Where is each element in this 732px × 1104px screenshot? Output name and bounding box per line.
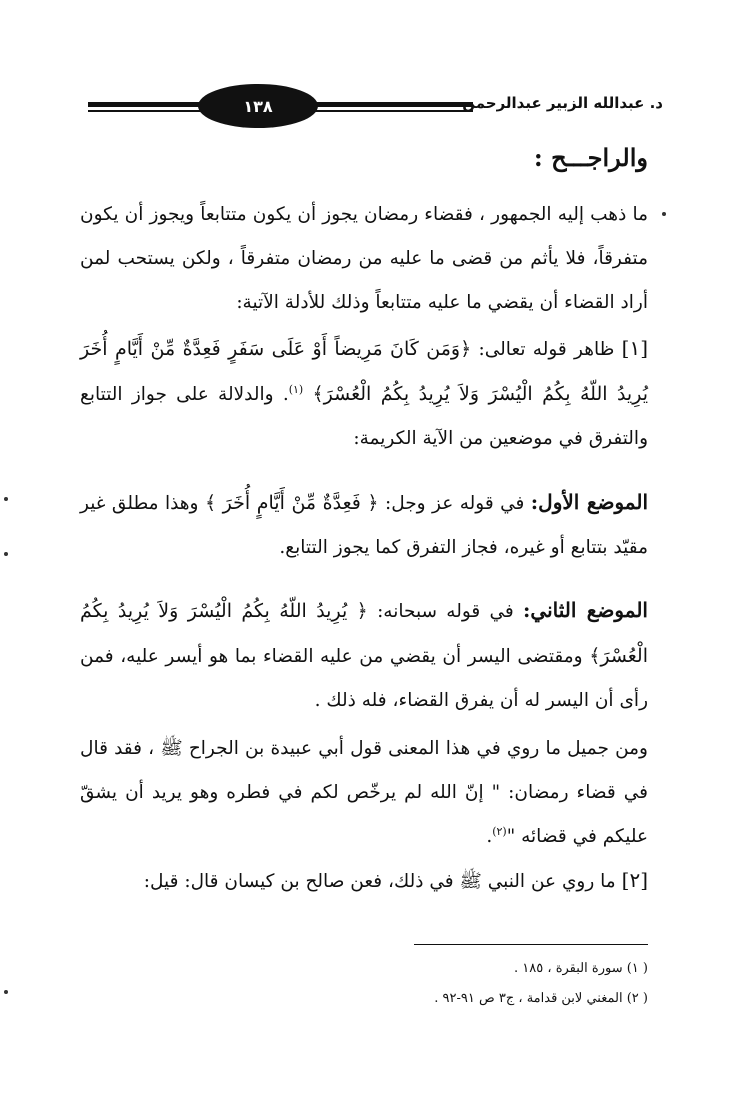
scan-speck [4,552,8,556]
scan-speck [662,212,666,216]
body-block-6 [80,858,648,904]
quran-verse-1: ﴿وَمَن كَانَ مَرِيضاً أَوْ عَلَى سَفَرٍ فَعِدَّةٌ مِّنْ أَيَّامٍ أُخَرَ يُرِيدُ اللّهُ بِكُمُ الْيُسْرَ وَلاَ يُرِيدُ بِكُمُ الْعُسْرَ﴾ [80,338,648,405]
evidence-number-2: [٢] [621,868,648,892]
body-block-5 [80,727,648,859]
paragraph-1 [80,193,648,325]
evidence-number-1: [١] [621,336,648,360]
page-header [88,84,663,128]
paragraph-2-lead: ظاهر قوله تعالى: [478,339,615,360]
footnote-1: ( ١) سورة البقرة ، ١٨٥ . [514,961,648,976]
paragraph-4-rest: ومقتضى اليسر أن يقضي من عليه القضاء بما هو أيسر عليه، فمن رأى أن اليسر له أن يفرق القضاء، فله ذلك . [80,646,648,711]
paragraph-4-lead: في قوله سبحانه: [377,601,514,622]
author-name: د. عبدالله الزبير عبدالرحمن [462,94,663,112]
paragraph-5-text: ومن جميل ما روي في هذا المعنى قول أبي عبيدة بن الجراح ﷺ ، فقد قال في قضاء رمضان: " إنّ الله لم يرخّص لكم في فطره وهو يريد أن يشقّ عليكم في قضائه " [80,738,648,847]
page-number-badge [198,84,318,128]
first-position-label: الموضع الأول: [530,490,649,514]
paragraph-2-rest: . والدلالة على جواز التتابع والتفرق في موضعين من الآية الكريمة: [80,384,648,449]
scan-speck [4,497,8,501]
body-block-1 [80,193,648,325]
paragraph-6-text: ما روي عن النبي ﷺ في ذلك، فعن صالح بن كيسان قال: قيل: [143,871,616,892]
second-position-label: الموضع الثاني: [523,598,648,622]
footnote-ref-2[interactable]: (٢) [492,824,507,838]
footnote-2: ( ٢) المغني لابن قدامة ، ج٣ ص ٩١-٩٢ . [434,991,648,1006]
paragraph-3-lead: في قوله عز وجل: [385,493,525,514]
paragraph-3 [80,480,648,570]
paragraph-4 [80,588,648,723]
paragraph-2 [80,326,648,461]
scan-speck [4,990,8,994]
footnote-divider [414,944,648,945]
section-heading: والراجـــح : [533,143,648,172]
footnote-ref-1[interactable]: (١) [288,382,304,396]
body-block-3 [80,480,648,570]
quran-verse-2: ﴿ فَعِدَّةٌ مِّنْ أَيَّامٍ أُخَرَ ﴾ [204,492,379,514]
paragraph-5-end: . [486,826,493,847]
quran-verse-3: ﴿ يُرِيدُ اللّهُ بِكُمُ الْيُسْرَ وَلاَ يُرِيدُ بِكُمُ الْعُسْرَ﴾ [80,600,649,667]
paragraph-6 [80,858,648,904]
paragraph-5 [80,727,648,859]
paragraph-1-text: ما ذهب إليه الجمهور ، فقضاء رمضان يجوز أن يكون متتابعاً ويجوز أن يكون متفرقاً، فلا يأثم من قضى ما عليه من رمضان متفرقاً ، ولكن يستحب لمن أراد القضاء أن يقضي ما عليه متتابعاً وذلك للأدلة الآتية: [80,204,648,313]
page-number: ١٣٨ [243,96,273,116]
paragraph-3-rest: وهذا مطلق غير مقيّد بتتابع أو غيره، فجاز التفرق كما يجوز التتابع. [80,493,648,558]
footnotes [80,954,648,1014]
body-block-4 [80,588,648,723]
body-block-2 [80,326,648,461]
